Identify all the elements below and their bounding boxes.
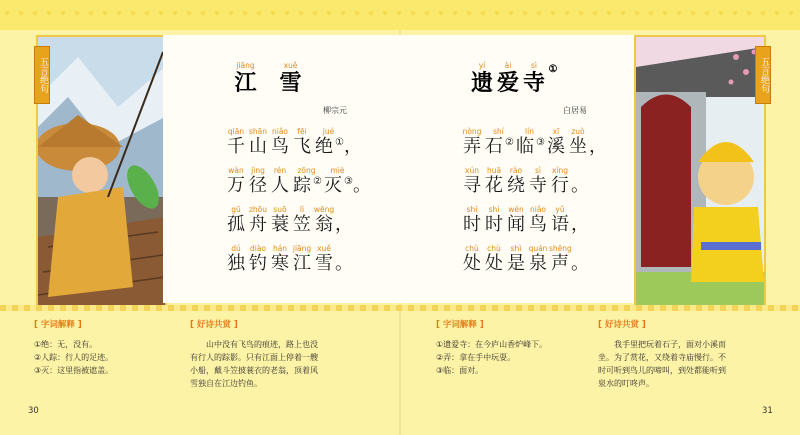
poem-jiangxue: [163, 35, 398, 303]
note-line: ③临：面对。: [436, 366, 484, 375]
poem-title: 江 雪: [234, 70, 302, 96]
notes-vocab-right: [ 字词解释 ] ①遗爱寺：在今庐山香炉峰下。 ②弄：拿在手中玩耍。 ③临：面对。: [436, 318, 586, 377]
punctuation: ，: [335, 214, 353, 235]
poem-panel: [163, 35, 634, 303]
punctuation: ，: [571, 214, 589, 235]
illustration-fisherman: [36, 35, 167, 307]
punctuation: 。: [353, 175, 371, 196]
hanzi: 蓑: [271, 214, 289, 235]
pinyin: xún: [465, 166, 479, 175]
pinyin: zhōu: [248, 205, 268, 214]
pinyin: jiāng: [292, 244, 312, 253]
pinyin: sì: [535, 166, 541, 175]
top-band: [0, 0, 800, 30]
pinyin: qiān: [227, 127, 245, 136]
pinyin: nòng: [462, 127, 482, 136]
hanzi: 语: [551, 214, 569, 235]
hanzi: 临 ③: [516, 136, 545, 157]
note-line: 时可听到鸟儿的啼叫，到处都能听到: [598, 366, 726, 375]
hanzi: 翁: [315, 214, 333, 235]
pinyin: yǔ: [555, 205, 565, 214]
hanzi: 是: [507, 253, 525, 274]
hanzi: 人: [271, 175, 289, 196]
pinyin: xī: [552, 127, 560, 136]
note-line: 我手里把玩着石子，面对小溪而: [614, 340, 726, 349]
hanzi: 闻: [507, 214, 525, 235]
note-line: ②人踪：行人的足迹。: [34, 353, 114, 362]
hanzi: 坐: [569, 136, 587, 157]
hanzi: 泉: [529, 253, 547, 274]
hanzi: 处: [463, 253, 481, 274]
hanzi: 花: [485, 175, 503, 196]
poem-line: [461, 166, 589, 197]
hanzi: 径: [249, 175, 267, 196]
poem-author: 柳宗元: [323, 106, 347, 115]
title-pinyin: jiāng: [236, 61, 255, 70]
hanzi: 千: [227, 136, 245, 157]
pinyin: miè: [330, 166, 345, 175]
pinyin: lì: [299, 205, 305, 214]
hanzi: 绕: [507, 175, 525, 196]
hanzi: 山: [249, 136, 267, 157]
note-tag: 字词解释: [40, 320, 75, 330]
title-pinyin: yí: [478, 61, 486, 70]
hanzi: 寻: [463, 175, 481, 196]
pinyin: wén: [508, 205, 524, 214]
pinyin: gū: [231, 205, 241, 214]
pinyin: zōng: [297, 166, 316, 175]
poem-title: 遗 爱 寺 ①: [470, 64, 558, 96]
note-line: 雪独自在江边钓鱼。: [190, 379, 262, 388]
poem-author: 白居易: [563, 106, 587, 115]
note-tag: 字词解释: [442, 320, 477, 330]
pinyin: jìng: [251, 166, 265, 175]
pinyin: chù: [465, 244, 479, 253]
note-line: ②弄：拿在手中玩耍。: [436, 353, 516, 362]
hanzi: 寺: [529, 175, 547, 196]
pinyin: shí: [466, 205, 478, 214]
poem-line: [225, 127, 362, 158]
notes-appreciation-right: [ 好诗共赏 ] 我手里把玩着石子，面对小溪而 坐。为了赏花，又绕着寺庙慢行。不 时可听到鸟儿的啼叫，到处都能听到 泉水的叮咚声。: [598, 318, 770, 390]
hanzi: 行: [551, 175, 569, 196]
pinyin: rào: [509, 166, 523, 175]
pinyin: fēi: [297, 127, 307, 136]
hanzi: 时: [463, 214, 481, 235]
pinyin: wàn: [228, 166, 244, 175]
punctuation: 。: [571, 175, 589, 196]
hanzi: 寒: [271, 253, 289, 274]
pinyin: suō: [273, 205, 287, 214]
pinyin: jué: [322, 127, 335, 136]
hanzi: 声: [551, 253, 569, 274]
pinyin: quán: [528, 244, 548, 253]
pinyin: shì: [510, 244, 522, 253]
punctuation: ，: [589, 136, 607, 157]
hanzi: 溪: [547, 136, 565, 157]
notes-vocab-left: [ 字词解释 ] ①绝：无，没有。 ②人踪：行人的足迹。 ③灭：这里指被遮盖。: [34, 318, 164, 377]
pinyin: xuě: [317, 244, 331, 253]
pinyin: shān: [248, 127, 267, 136]
divider-strip: [0, 305, 800, 311]
poem-line: [225, 205, 353, 236]
hanzi: 江: [293, 253, 311, 274]
hanzi: 弄: [463, 136, 481, 157]
note-line: ③灭：这里指被遮盖。: [34, 366, 114, 375]
note-tag: 好诗共赏: [196, 320, 231, 330]
note-line: 山中没有飞鸟的痕迹，路上也没: [206, 340, 318, 349]
hanzi: 时: [485, 214, 503, 235]
pinyin: wēng: [313, 205, 335, 214]
pinyin: shēng: [549, 244, 572, 253]
pinyin: dú: [231, 244, 241, 253]
pinyin: huā: [486, 166, 502, 175]
pinyin: chù: [487, 244, 501, 253]
poem-yiaisi: [399, 35, 634, 303]
page-number-left: 30: [28, 406, 39, 416]
hanzi: 钓: [249, 253, 267, 274]
hanzi: 鸟: [271, 136, 289, 157]
footnote-mark: ①: [548, 64, 558, 75]
hanzi: 万: [227, 175, 245, 196]
title-pinyin: sì: [531, 61, 537, 70]
hanzi: 孤: [227, 214, 245, 235]
hanzi: 石 ②: [485, 136, 514, 157]
illustration-boy-temple: [634, 35, 766, 307]
pinyin: lín: [525, 127, 534, 136]
note-line: ①遗爱寺：在今庐山香炉峰下。: [436, 340, 548, 349]
note-line: 小船，戴斗笠披蓑衣的老翁，顶着风: [190, 366, 318, 375]
pinyin: shí: [488, 205, 500, 214]
pinyin: hán: [272, 244, 288, 253]
note-line: 泉水的叮咚声。: [598, 379, 654, 388]
note-tag: 好诗共赏: [604, 320, 639, 330]
pinyin: shí: [493, 127, 504, 136]
pinyin: niǎo: [271, 127, 289, 136]
hanzi: 独: [227, 253, 245, 274]
title-pinyin: xuě: [283, 61, 298, 70]
title-pinyin: ài: [504, 61, 512, 70]
poem-line: [225, 166, 371, 197]
hanzi: 灭 ③: [324, 175, 353, 196]
hanzi: 踪 ②: [293, 175, 322, 196]
hanzi: 飞: [293, 136, 311, 157]
pinyin: niǎo: [529, 205, 547, 214]
poem-line: [461, 127, 607, 158]
notes-appreciation-left: [ 好诗共赏 ] 山中没有飞鸟的痕迹，路上也没 有行人的踪影。只有江面上停着一艘 小船，戴斗笠披蓑衣的老翁，顶着风 雪独自在江边钓鱼。: [190, 318, 368, 390]
ribbon-label-right: 五言绝句: [755, 46, 771, 104]
pinyin: diào: [249, 244, 267, 253]
punctuation: 。: [335, 253, 353, 274]
hanzi: 雪: [315, 253, 333, 274]
punctuation: ，: [344, 136, 362, 157]
hanzi: 绝 ①: [315, 136, 344, 157]
poem-line: [225, 244, 353, 275]
page-number-right: 31: [762, 406, 773, 416]
poem-line: [461, 205, 589, 236]
poem-line: [461, 244, 589, 275]
ribbon-label-left: 五言绝句: [34, 46, 50, 104]
hanzi: 舟: [249, 214, 267, 235]
pinyin: xíng: [551, 166, 569, 175]
pinyin: rén: [273, 166, 287, 175]
hanzi: 处: [485, 253, 503, 274]
pinyin: zuò: [571, 127, 585, 136]
punctuation: 。: [571, 253, 589, 274]
note-line: 坐。为了赏花，又绕着寺庙慢行。不: [598, 353, 726, 362]
note-line: ①绝：无，没有。: [34, 340, 98, 349]
hanzi: 笠: [293, 214, 311, 235]
note-line: 有行人的踪影。只有江面上停着一艘: [190, 353, 318, 362]
hanzi: 鸟: [529, 214, 547, 235]
